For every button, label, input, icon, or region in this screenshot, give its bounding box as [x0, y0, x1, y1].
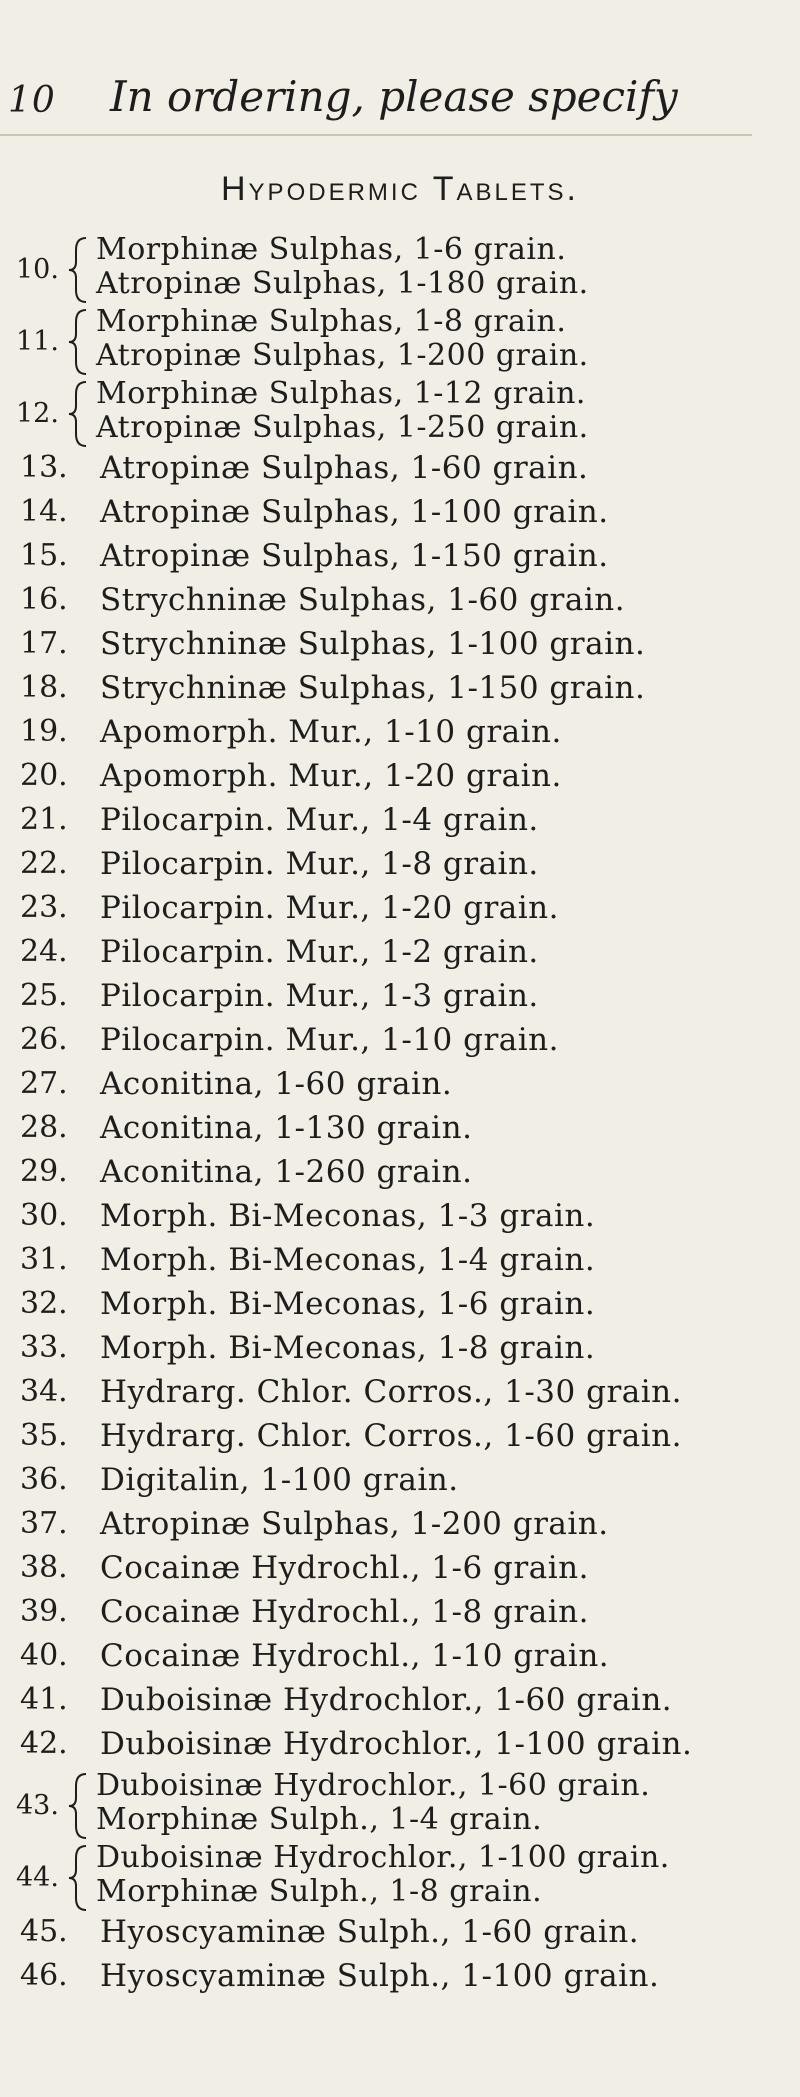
entry-number: 33. [20, 1330, 68, 1365]
entry-line: Atropinæ Sulphas, 1-200 grain. [96, 338, 589, 373]
header-rule [0, 134, 752, 136]
entry-text: Digitalin, 1-100 grain. [100, 1462, 459, 1498]
entry-number: 41. [20, 1682, 68, 1717]
list-item [0, 1372, 800, 1416]
running-head-text: In ordering, please specify [110, 72, 678, 121]
list-item [0, 668, 800, 712]
entry-number: 19. [20, 714, 68, 749]
list-item [0, 624, 800, 668]
list-item [0, 1020, 800, 1064]
entry-number: 38. [20, 1550, 68, 1585]
entry-text: Atropinæ Sulphas, 1-200 grain. [100, 1506, 609, 1542]
list-item [0, 1680, 800, 1724]
entry-text: Aconitina, 1-60 grain. [100, 1066, 453, 1102]
entry-number: 42. [20, 1726, 68, 1761]
entry-number: 40. [20, 1638, 68, 1673]
entry-number: 37. [20, 1506, 68, 1541]
list-item [0, 1416, 800, 1460]
list-item [0, 800, 800, 844]
entry-number: 10. [16, 254, 59, 285]
entry-text: Strychninæ Sulphas, 1-100 grain. [100, 626, 646, 662]
entry-line: Morphinæ Sulph., 1-4 grain. [96, 1802, 543, 1837]
entry-number: 29. [20, 1154, 68, 1189]
entry-line: Duboisinæ Hydrochlor., 1-100 grain. [96, 1840, 670, 1875]
list-item [0, 1284, 800, 1328]
entry-number: 21. [20, 802, 68, 837]
entry-text: Apomorph. Mur., 1-10 grain. [100, 714, 562, 750]
entry-line: Duboisinæ Hydrochlor., 1-60 grain. [96, 1768, 651, 1803]
list-item [0, 1912, 800, 1956]
entry-text: Morph. Bi-Meconas, 1-3 grain. [100, 1198, 596, 1234]
entry-number: 36. [20, 1462, 68, 1497]
list-item [0, 932, 800, 976]
entry-number: 44. [16, 1862, 59, 1893]
entry-text: Hydrarg. Chlor. Corros., 1-60 grain. [100, 1418, 682, 1454]
list-item [0, 844, 800, 888]
entry-number: 39. [20, 1594, 68, 1629]
entry-text: Morph. Bi-Meconas, 1-8 grain. [100, 1330, 596, 1366]
list-item [0, 1328, 800, 1372]
entry-number: 25. [20, 978, 68, 1013]
entry-number: 11. [16, 326, 59, 357]
entry-number: 45. [20, 1914, 68, 1949]
list-item [0, 976, 800, 1020]
entry-number: 32. [20, 1286, 68, 1321]
brace-icon [66, 308, 90, 376]
entry-number: 43. [16, 1790, 59, 1821]
entry-text: Hyoscyaminæ Sulph., 1-60 grain. [100, 1914, 640, 1950]
entry-line: Morphinæ Sulphas, 1-6 grain. [96, 232, 567, 267]
list-item [0, 1108, 800, 1152]
entry-text: Aconitina, 1-260 grain. [100, 1154, 473, 1190]
list-item [0, 1548, 800, 1592]
entry-text: Hyoscyaminæ Sulph., 1-100 grain. [100, 1958, 660, 1994]
tablet-list [0, 232, 800, 2000]
list-item [0, 492, 800, 536]
entry-number: 17. [20, 626, 68, 661]
entry-text: Cocainæ Hydrochl., 1-10 grain. [100, 1638, 610, 1674]
entry-number: 13. [20, 450, 68, 485]
entry-number: 12. [16, 398, 59, 429]
grouped-entry [0, 1768, 800, 1840]
entry-text: Strychninæ Sulphas, 1-60 grain. [100, 582, 626, 618]
entry-line: Morphinæ Sulphas, 1-8 grain. [96, 304, 567, 339]
entry-text: Duboisinæ Hydrochlor., 1-60 grain. [100, 1682, 673, 1718]
entry-number: 31. [20, 1242, 68, 1277]
brace-icon [66, 1844, 90, 1912]
entry-number: 30. [20, 1198, 68, 1233]
list-item [0, 536, 800, 580]
list-item [0, 712, 800, 756]
entry-text: Duboisinæ Hydrochlor., 1-100 grain. [100, 1726, 693, 1762]
entry-text: Pilocarpin. Mur., 1-4 grain. [100, 802, 539, 838]
brace-icon [66, 380, 90, 448]
list-item [0, 1064, 800, 1108]
list-item [0, 1592, 800, 1636]
entry-number: 14. [20, 494, 68, 529]
list-item [0, 756, 800, 800]
entry-text: Strychninæ Sulphas, 1-150 grain. [100, 670, 646, 706]
entry-number: 27. [20, 1066, 68, 1101]
entry-text: Atropinæ Sulphas, 1-150 grain. [100, 538, 609, 574]
grouped-entry [0, 232, 800, 304]
entry-line: Atropinæ Sulphas, 1-180 grain. [96, 266, 589, 301]
entry-number: 34. [20, 1374, 68, 1409]
list-item [0, 1460, 800, 1504]
page-number: 10 [8, 80, 56, 121]
entry-text: Morph. Bi-Meconas, 1-6 grain. [100, 1286, 596, 1322]
list-item [0, 1196, 800, 1240]
entry-number: 23. [20, 890, 68, 925]
brace-icon [66, 1772, 90, 1840]
brace-icon [66, 236, 90, 304]
list-item [0, 1152, 800, 1196]
entry-number: 46. [20, 1958, 68, 1993]
list-item [0, 448, 800, 492]
list-item [0, 1504, 800, 1548]
entry-text: Pilocarpin. Mur., 1-20 grain. [100, 890, 560, 926]
grouped-entry [0, 1840, 800, 1912]
entry-number: 35. [20, 1418, 68, 1453]
list-item [0, 580, 800, 624]
grouped-entry [0, 304, 800, 376]
entry-text: Atropinæ Sulphas, 1-60 grain. [100, 450, 589, 486]
entry-number: 16. [20, 582, 68, 617]
entry-number: 18. [20, 670, 68, 705]
entry-line: Morphinæ Sulphas, 1-12 grain. [96, 376, 586, 411]
entry-text: Aconitina, 1-130 grain. [100, 1110, 473, 1146]
list-item [0, 888, 800, 932]
entry-number: 28. [20, 1110, 68, 1145]
entry-line: Atropinæ Sulphas, 1-250 grain. [96, 410, 589, 445]
entry-number: 22. [20, 846, 68, 881]
entry-text: Morph. Bi-Meconas, 1-4 grain. [100, 1242, 596, 1278]
entry-text: Pilocarpin. Mur., 1-3 grain. [100, 978, 539, 1014]
entry-text: Atropinæ Sulphas, 1-100 grain. [100, 494, 609, 530]
entry-number: 26. [20, 1022, 68, 1057]
entry-line: Morphinæ Sulph., 1-8 grain. [96, 1874, 543, 1909]
list-item [0, 1956, 800, 2000]
entry-text: Pilocarpin. Mur., 1-10 grain. [100, 1022, 560, 1058]
grouped-entry [0, 376, 800, 448]
list-item [0, 1240, 800, 1284]
entry-text: Pilocarpin. Mur., 1-8 grain. [100, 846, 539, 882]
entry-number: 24. [20, 934, 68, 969]
entry-text: Apomorph. Mur., 1-20 grain. [100, 758, 562, 794]
list-item [0, 1636, 800, 1680]
entry-number: 15. [20, 538, 68, 573]
entry-text: Pilocarpin. Mur., 1-2 grain. [100, 934, 539, 970]
list-item [0, 1724, 800, 1768]
running-header [0, 62, 800, 132]
entry-text: Cocainæ Hydrochl., 1-8 grain. [100, 1594, 589, 1630]
entry-number: 20. [20, 758, 68, 793]
section-title: Hypodermic Tablets. [221, 170, 579, 208]
entry-text: Cocainæ Hydrochl., 1-6 grain. [100, 1550, 589, 1586]
entry-text: Hydrarg. Chlor. Corros., 1-30 grain. [100, 1374, 682, 1410]
